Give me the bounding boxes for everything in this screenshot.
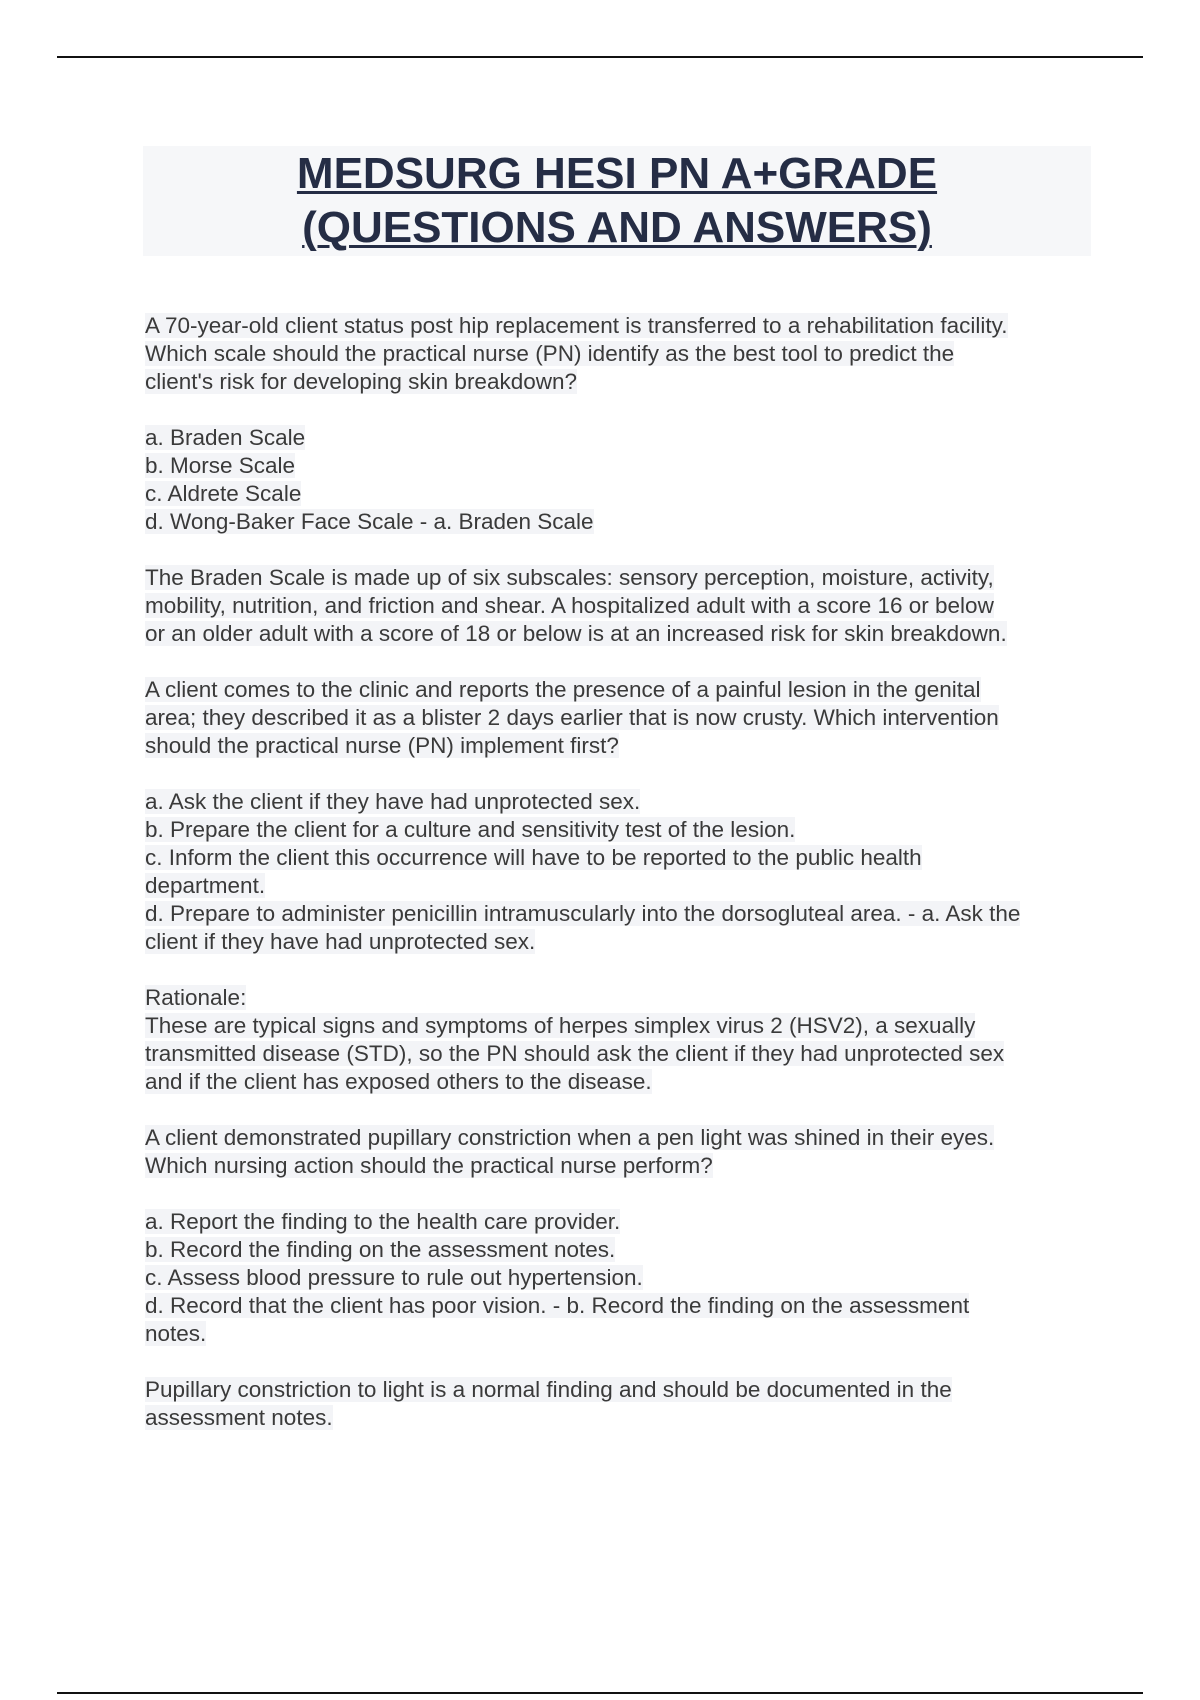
option-b: b. Prepare the client for a culture and sensitivity test of the lesion. [145, 817, 796, 842]
option-a: a. Report the finding to the health care provider. [145, 1209, 621, 1234]
text-line: transmitted disease (STD), so the PN should ask the client if they had unprotected sex [145, 1041, 1005, 1066]
question-1-rationale [145, 564, 1095, 648]
answer-continued: notes. [145, 1321, 207, 1346]
option-c: c. Inform the client this occurrence will have to be reported to the public health [145, 845, 922, 870]
option-a: a. Ask the client if they have had unprotected sex. [145, 789, 641, 814]
option-c: c. Aldrete Scale [145, 481, 302, 506]
text-line: area; they described it as a blister 2 days earlier that is now crusty. Which intervention [145, 705, 999, 730]
option-b: b. Record the finding on the assessment notes. [145, 1237, 616, 1262]
question-2-stem [145, 676, 1095, 760]
text-line: A client comes to the clinic and reports the presence of a painful lesion in the genital [145, 677, 981, 702]
text-line: or an older adult with a score of 18 or below is at an increased risk for skin breakdown. [145, 621, 1007, 646]
option-b: b. Morse Scale [145, 453, 296, 478]
text-line: A client demonstrated pupillary constriction when a pen light was shined in their eyes. [145, 1125, 995, 1150]
question-3-rationale [145, 1376, 1095, 1432]
top-rule [57, 56, 1143, 58]
text-line: client's risk for developing skin breakdown? [145, 369, 578, 394]
text-line: The Braden Scale is made up of six subscales: sensory perception, moisture, activity, [145, 565, 994, 590]
option-d-answer: d. Record that the client has poor vision. - b. Record the finding on the assessment [145, 1293, 970, 1318]
text-line: Which scale should the practical nurse (PN) identify as the best tool to predict the [145, 341, 955, 366]
answer-continued: client if they have had unprotected sex. [145, 929, 536, 954]
title-line-2: (QUESTIONS AND ANSWERS) [302, 203, 932, 252]
document-body [145, 312, 1095, 1460]
rationale-label: Rationale: [145, 985, 247, 1010]
option-a: a. Braden Scale [145, 425, 306, 450]
text-line: A 70-year-old client status post hip replacement is transferred to a rehabilitation facility. [145, 313, 1008, 338]
document-title [143, 146, 1091, 256]
text-line: should the practical nurse (PN) implement first? [145, 733, 619, 758]
text-line: assessment notes. [145, 1405, 333, 1430]
text-line: mobility, nutrition, and friction and shear. A hospitalized adult with a score 16 or below [145, 593, 994, 618]
option-d-answer: d. Wong-Baker Face Scale - a. Braden Scale [145, 509, 594, 534]
option-c-continued: department. [145, 873, 266, 898]
text-line: Which nursing action should the practical nurse perform? [145, 1153, 713, 1178]
text-line: These are typical signs and symptoms of herpes simplex virus 2 (HSV2), a sexually [145, 1013, 976, 1038]
question-1-stem [145, 312, 1095, 396]
title-line-1: MEDSURG HESI PN A+GRADE [296, 149, 938, 198]
text-line: and if the client has exposed others to the disease. [145, 1069, 652, 1094]
question-3-options [145, 1208, 1095, 1348]
question-1-options [145, 424, 1095, 536]
text-line: Pupillary constriction to light is a normal finding and should be documented in the [145, 1377, 952, 1402]
option-d-answer: d. Prepare to administer penicillin intramuscularly into the dorsogluteal area. - a. Ask the [145, 901, 1021, 926]
question-3-stem [145, 1124, 1095, 1180]
question-2-options [145, 788, 1095, 956]
question-2-rationale [145, 984, 1095, 1096]
bottom-rule [57, 1692, 1143, 1694]
option-c: c. Assess blood pressure to rule out hypertension. [145, 1265, 643, 1290]
